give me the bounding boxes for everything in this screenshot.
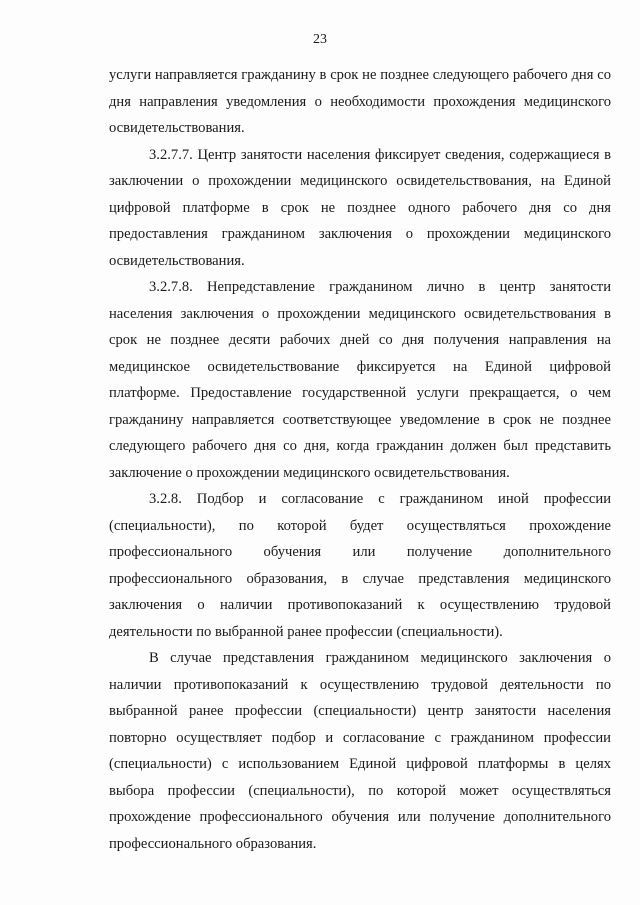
paragraph-medical-conclusion: В случае представления гражданином медицинского заключения о наличии противопоказаний к осуществлению трудовой деятельности по выбранной ранее профессии (специальности) центр занятости населения повторно осуществляет подбор и согласование с гражданином профессии (специальности) с использованием Единой цифровой платформы в целях выбора профессии (специальности), по которой может осуществляться прохождение профессионального обучения или получение дополнительного профессионального образования.: [109, 650, 611, 852]
paragraph-3-2-7-8: 3.2.7.8. Непредставление гражданином лично в центр занятости населения заключения о прохождении медицинского освидетельствования в срок не позднее десяти рабочих дней со дня получения направления на медицинское освидетельствование фиксируется на Единой цифровой платформе. Предоставление государственной услуги прекращается, о чем гражданину направляется соответствующее уведомление в срок не позднее следующего рабочего дня со дня, когда гражданин должен был представить заключение о прохождении медицинского освидетельствования.: [109, 279, 611, 481]
page-number: 23: [313, 32, 327, 47]
paragraph-3-2-8: 3.2.8. Подбор и согласование с гражданином иной профессии (специальности), по которой будет осуществляться прохождение профессионального обучения или получение дополнительного профессионального образования, в случае представления медицинского заключения о наличии противопоказаний к осуществлению трудовой деятельности по выбранной ранее профессии (специальности).: [109, 491, 611, 640]
paragraph-3-2-7-7: 3.2.7.7. Центр занятости населения фиксирует сведения, содержащиеся в заключении о прохождении медицинского освидетельствования, на Единой цифровой платформе в срок не позднее одного рабочего дня со дня предоставления гражданином заключения о прохождении медицинского освидетельствования.: [109, 146, 611, 269]
document-body: [109, 62, 611, 857]
paragraph-continuation: услуги направляется гражданину в срок не позднее следующего рабочего дня со дня направления уведомления о необходимости прохождения медицинского освидетельствования.: [109, 67, 611, 136]
